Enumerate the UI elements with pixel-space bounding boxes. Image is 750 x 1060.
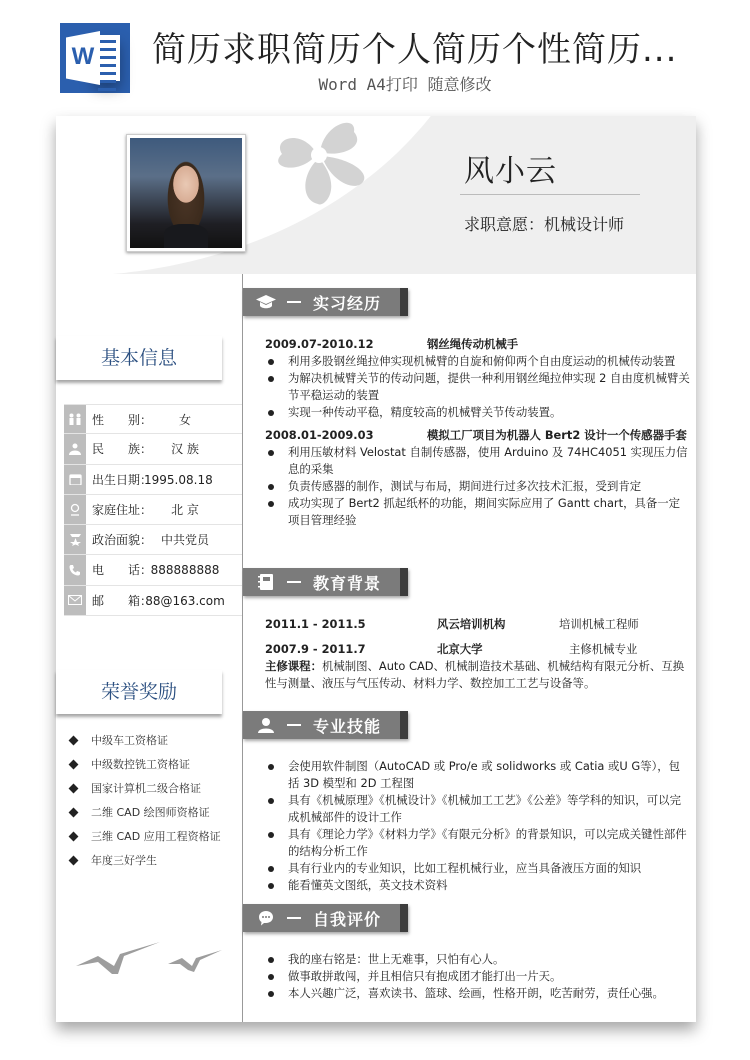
bullet-item: 做事敢拼敢闯，并且相信只有抱成团才能打出一片天。 [265, 968, 690, 985]
info-value: 中共党员 [160, 533, 209, 548]
phone-icon [64, 555, 86, 584]
education-content [265, 616, 690, 692]
info-label: 家庭住址： [92, 502, 153, 517]
diamond-bullet-icon [69, 759, 79, 769]
ethnicity-icon [64, 434, 86, 463]
word-icon-letter: W [71, 43, 95, 70]
award-item: 国家计算机二级合格证 [68, 776, 238, 800]
skills-bullets [265, 758, 690, 894]
info-value: 88@163.com [145, 593, 225, 608]
self-eval-content [265, 951, 690, 1002]
edu-dates: 2011.1 - 2011.5 [265, 617, 366, 631]
info-row-gender [64, 404, 242, 434]
banner-title: 简历求职简历个人简历个性简历... [152, 30, 678, 70]
info-label: 性 别： [92, 413, 153, 427]
bullet-item: 具有《机械原理》《机械设计》《机械加工工艺》《公差》等学科的知识，可以完成机械部件的设计工作 [265, 792, 690, 826]
bullet-item: 成功实现了 Bert2 抓起纸杯的功能，期间实际应用了 Gantt chart，具备一定项目管理经验 [265, 495, 690, 529]
info-row-phone [64, 555, 242, 585]
bullet-item: 会使用软件制图（AutoCAD 或 Pro/e 或 solidworks 或 Catia 或U G等），包括 3D 模型和 2D 工程图 [265, 758, 690, 792]
edu-dates: 2007.9 - 2011.7 [265, 642, 366, 656]
award-item: 二维 CAD 绘图师资格证 [68, 800, 238, 824]
bullet-item: 利用压敏材料 Velostat 自制传感器，使用 Arduino 及 74HC4051 实现压力信息的采集 [265, 444, 690, 478]
calendar-icon [64, 465, 86, 494]
candidate-name: 风小云 [464, 154, 557, 189]
person-icon [255, 715, 277, 735]
job-bullets [265, 353, 690, 421]
info-label: 邮 箱： [92, 593, 153, 608]
job-header [265, 427, 690, 444]
courses-text: 机械制图、Auto CAD、机械制造技术基础、机械结构有限元分析、互换性与测量、液压与气压传动、材料力学、数控加工工艺与设备等。 [265, 659, 685, 690]
banner-subtitle: Word A4打印 随意修改 [318, 75, 492, 94]
gender-icon [64, 405, 86, 433]
awards-title: 荣誉奖励 [56, 670, 222, 714]
bullet-item: 能看懂英文图纸，英文技术资料 [265, 877, 690, 894]
location-icon [64, 495, 86, 524]
info-value: 汉 族 [171, 442, 199, 457]
basic-info-title: 基本信息 [56, 336, 222, 380]
chat-bubble-icon [255, 908, 277, 928]
bullet-item: 负责传感器的制作，测试与布局，期间进行过多次技术汇报，受到肯定 [265, 478, 690, 495]
award-item: 三维 CAD 应用工程资格证 [68, 824, 238, 848]
edu-school: 风云培训机构 [437, 617, 506, 631]
diamond-bullet-icon [69, 783, 79, 793]
name-divider [460, 194, 640, 195]
bullet-item: 具有行业内的专业知识，比如工程机械行业，应当具备液压方面的知识 [265, 860, 690, 877]
self-eval-bullets [265, 951, 690, 1002]
banner [0, 0, 750, 110]
job-title: 模拟工厂项目为机器人 Bert2 设计一个传感器手套 [427, 428, 687, 442]
info-value: 女 [178, 413, 191, 427]
mail-icon [64, 586, 86, 615]
award-item: 中级车工资格证 [68, 728, 238, 752]
info-row-political [64, 525, 242, 555]
info-label: 民 族： [92, 442, 153, 457]
section-title: 自我评价 [313, 909, 382, 929]
awards-list [68, 728, 238, 872]
info-row-ethnicity [64, 434, 242, 464]
bullet-item: 本人兴趣广泛，喜欢读书、篮球、绘画，性格开朗，吃苦耐劳，责任心强。 [265, 985, 690, 1002]
resume-page [56, 116, 696, 1022]
section-title: 教育背景 [313, 573, 382, 593]
award-item: 中级数控铣工资格证 [68, 752, 238, 776]
profile-photo [126, 134, 246, 252]
resume-header [56, 116, 696, 274]
edu-major: 主修机械专业 [569, 642, 638, 656]
bullet-item: 利用多股钢丝绳拉伸实现机械臂的自旋和俯仰两个自由度运动的机械传动装置 [265, 353, 690, 370]
info-row-address [64, 495, 242, 525]
courses-label: 主修课程： [265, 659, 322, 673]
notebook-icon [255, 572, 277, 592]
basic-info-table [64, 404, 242, 616]
diamond-bullet-icon [69, 855, 79, 865]
section-title: 专业技能 [313, 716, 382, 736]
courses [265, 658, 690, 692]
job-header [265, 336, 690, 353]
section-header-skills [243, 711, 408, 739]
graduation-cap-icon [255, 292, 277, 312]
info-value: 1995.08.18 [144, 472, 213, 487]
job-title: 钢丝绳传动机械手 [427, 337, 519, 351]
education-entry [265, 616, 690, 633]
job-bullets [265, 444, 690, 529]
flower-decor-icon [262, 118, 372, 206]
education-entry [265, 641, 690, 658]
diamond-bullet-icon [69, 735, 79, 745]
info-label: 政治面貌： [92, 533, 153, 548]
skills-content [265, 758, 690, 894]
diamond-bullet-icon [69, 807, 79, 817]
bullet-item: 我的座右铭是：世上无难事，只怕有心人。 [265, 951, 690, 968]
section-header-internship [243, 288, 408, 316]
section-title: 实习经历 [313, 293, 382, 313]
job-intent: 求职意愿：机械设计师 [464, 215, 625, 234]
section-header-education [243, 568, 408, 596]
bullet-item: 实现一种传动平稳，精度较高的机械臂关节传动装置。 [265, 404, 690, 421]
bullet-item: 为解决机械臂关节的传动问题，提供一种利用钢丝绳拉伸实现 2 自由度机械臂关节平稳运动的装置 [265, 370, 690, 404]
party-icon [64, 525, 86, 554]
diamond-bullet-icon [69, 831, 79, 841]
info-label: 电 话： [92, 563, 153, 578]
job-dates: 2009.07-2010.12 [265, 337, 374, 351]
info-row-birthdate [64, 465, 242, 495]
birds-decor-icon [74, 938, 224, 978]
info-value: 888888888 [150, 563, 220, 578]
info-row-email [64, 586, 242, 616]
bullet-item: 具有《理论力学》《材料力学》《有限元分析》的背景知识，可以完成关键性部件的结构分析工作 [265, 826, 690, 860]
edu-major: 培训机械工程师 [559, 617, 639, 631]
info-value: 北 京 [171, 502, 199, 517]
section-header-self-eval [243, 904, 408, 932]
internship-content [265, 336, 690, 529]
job-dates: 2008.01-2009.03 [265, 428, 374, 442]
award-item: 年度三好学生 [68, 848, 238, 872]
info-label: 出生日期： [92, 472, 153, 487]
edu-school: 北京大学 [437, 642, 483, 656]
